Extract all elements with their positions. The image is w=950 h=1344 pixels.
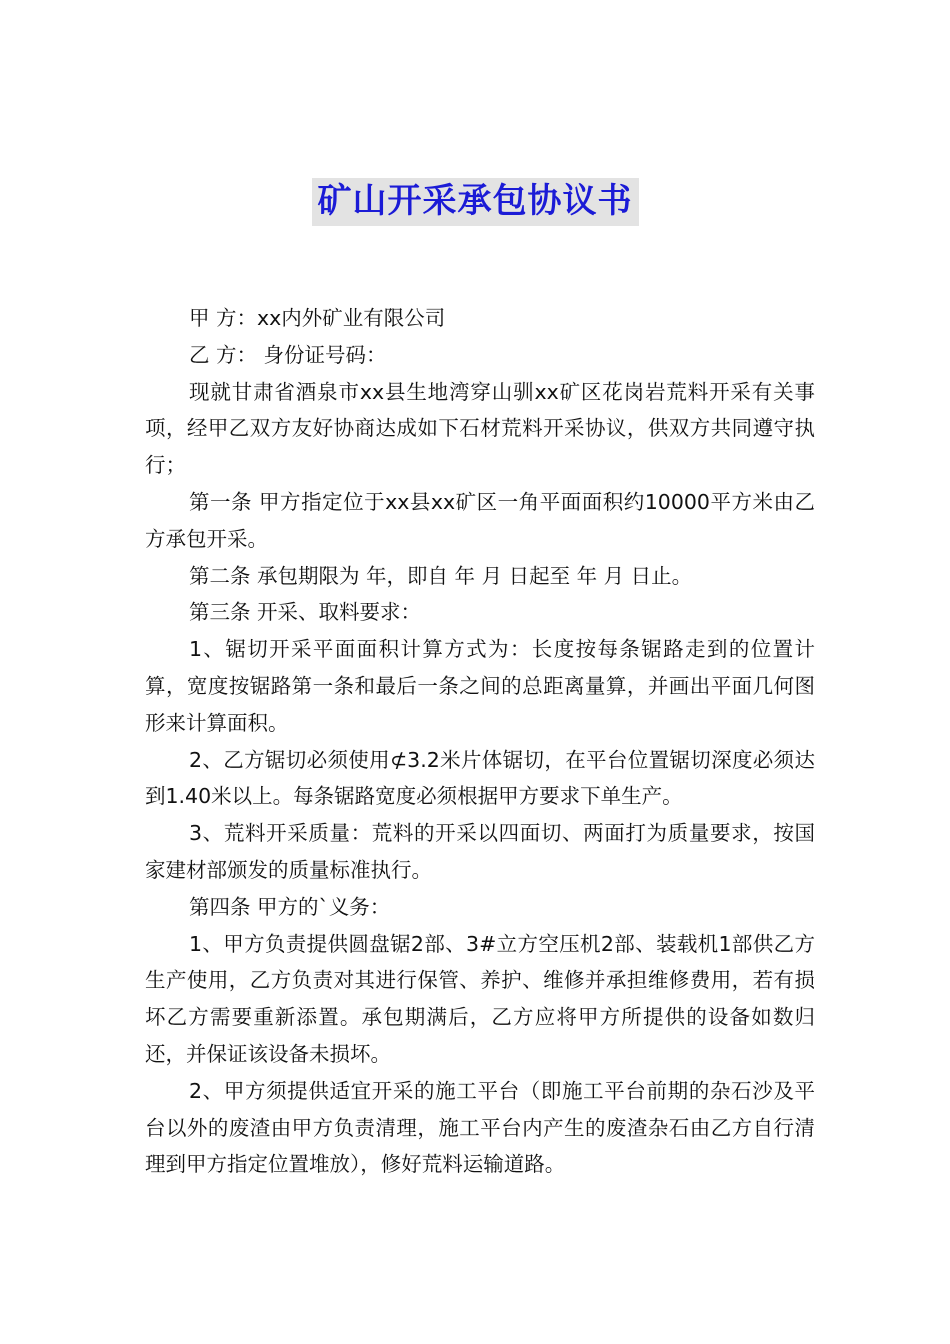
article-4-item-1: 1、甲方负责提供圆盘锯2部、3#立方空压机2部、装载机1部供乙方生产使用，乙方负责对其进行保管、养护、维修并承担维修费用，若有损坏乙方需要重新添置。承包期满后，乙方应将甲方所提供的设备如数归还，并保证该设备未损坏。 [145, 931, 815, 1066]
title-container [0, 178, 950, 226]
article-2-paragraph: 第二条 承包期限为 年，即自 年 月 日起至 年 月 日止。 [189, 563, 693, 588]
article-4-item-2: 2、甲方须提供适宜开采的施工平台（即施工平台前期的杂石沙及平台以外的废渣由甲方负责清理，施工平台内产生的废渣杂石由乙方自行清理到甲方指定位置堆放），修好荒料运输道路。 [145, 1078, 815, 1177]
article-3-item-3: 3、荒料开采质量：荒料的开采以四面切、两面打为质量要求，按国家建材部颁发的质量标准执行。 [145, 821, 815, 882]
article-1-paragraph: 第一条 甲方指定位于xx县xx矿区一角平面面积约10000平方米由乙方承包开采。 [145, 489, 815, 551]
party-a-line: 甲 方：xx内外矿业有限公司 [189, 306, 446, 330]
article-4-heading: 第四条 甲方的`义务： [189, 894, 391, 919]
article-3-item-1: 1、锯切开采平面面积计算方式为：长度按每条锯路走到的位置计算，宽度按锯路第一条和最后一条之间的总距离量算，并画出平面几何图形来计算面积。 [145, 637, 815, 735]
preamble-paragraph: 现就甘肃省酒泉市xx县生地湾穿山驯xx矿区花岗岩荒料开采有关事项，经甲乙双方友好协商达成如下石材荒料开采协议，供双方共同遵守执行； [145, 379, 815, 478]
document-title: 矿山开采承包协议书 [312, 178, 639, 226]
party-b-line: 乙 方： 身份证号码： [189, 342, 387, 367]
article-3-heading: 第三条 开采、取料要求： [189, 600, 422, 625]
document-body [145, 300, 815, 1183]
article-3-item-2: 2、乙方锯切必须使用⊄3.2米片体锯切，在平台位置锯切深度必须达到1.40米以上。每条锯路宽度必须根据甲方要求下单生产。 [145, 747, 815, 809]
